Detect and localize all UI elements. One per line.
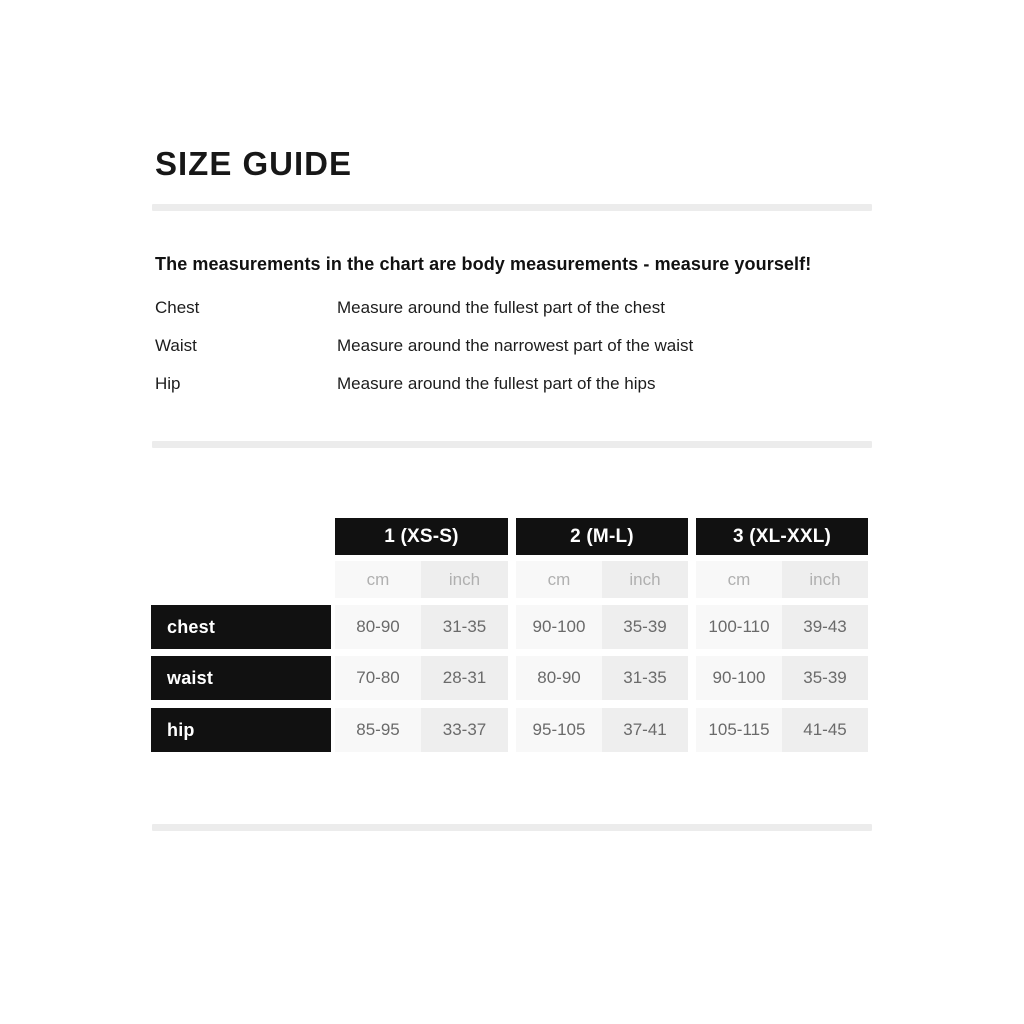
row-label-hip: hip xyxy=(151,708,331,752)
table-cell: 31-35 xyxy=(602,656,688,700)
definition-label: Waist xyxy=(155,336,197,355)
table-cell: 31-35 xyxy=(421,605,508,649)
size-group-header-2: 2 (M-L) xyxy=(516,518,688,555)
table-cell: 100-110 xyxy=(696,605,782,649)
table-cell: 85-95 xyxy=(335,708,421,752)
definition-row-waist xyxy=(155,336,872,374)
table-cell: 90-100 xyxy=(696,656,782,700)
definition-text: Measure around the fullest part of the chest xyxy=(337,298,665,317)
table-cell: 70-80 xyxy=(335,656,421,700)
page-title: SIZE GUIDE xyxy=(155,145,353,182)
size-group-header-3: 3 (XL-XXL) xyxy=(696,518,868,555)
unit-header-cm: cm xyxy=(516,561,602,598)
section-divider-middle xyxy=(152,441,872,448)
table-cell: 105-115 xyxy=(696,708,782,752)
table-cell: 33-37 xyxy=(421,708,508,752)
unit-header-inch: inch xyxy=(782,561,868,598)
section-divider-bottom xyxy=(152,824,872,831)
intro-heading: The measurements in the chart are body measurements - measure yourself! xyxy=(155,254,812,274)
unit-header-inch: inch xyxy=(421,561,508,598)
table-cell: 35-39 xyxy=(782,656,868,700)
unit-header-inch: inch xyxy=(602,561,688,598)
table-cell: 28-31 xyxy=(421,656,508,700)
definition-label: Hip xyxy=(155,374,181,393)
unit-header-cm: cm xyxy=(335,561,421,598)
size-table xyxy=(151,518,868,752)
definition-row-chest xyxy=(155,298,872,336)
table-cell: 80-90 xyxy=(516,656,602,700)
table-cell: 95-105 xyxy=(516,708,602,752)
measurement-definitions xyxy=(155,298,872,412)
size-group-header-1: 1 (XS-S) xyxy=(335,518,508,555)
definition-label: Chest xyxy=(155,298,200,317)
table-cell: 41-45 xyxy=(782,708,868,752)
section-divider-top xyxy=(152,204,872,211)
row-label-chest: chest xyxy=(151,605,331,649)
definition-row-hip xyxy=(155,374,872,412)
row-label-waist: waist xyxy=(151,656,331,700)
table-cell: 37-41 xyxy=(602,708,688,752)
table-cell: 35-39 xyxy=(602,605,688,649)
definition-text: Measure around the narrowest part of the waist xyxy=(337,336,694,355)
table-cell: 90-100 xyxy=(516,605,602,649)
unit-header-cm: cm xyxy=(696,561,782,598)
table-cell: 80-90 xyxy=(335,605,421,649)
definition-text: Measure around the fullest part of the hips xyxy=(337,374,656,393)
table-cell: 39-43 xyxy=(782,605,868,649)
